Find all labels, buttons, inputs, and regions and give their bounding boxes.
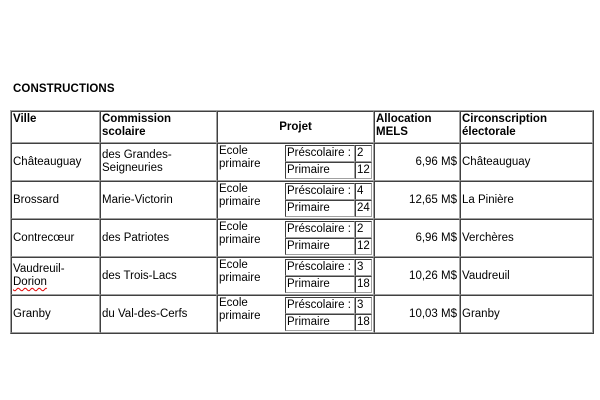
cell-commission: des Patriotes: [100, 219, 217, 257]
project-type: Ecole primaire: [219, 297, 261, 322]
primary-row: [285, 200, 372, 217]
project-breakdown: [285, 297, 372, 331]
primary-row: [285, 238, 372, 255]
preschool-label: Préscolaire :: [285, 221, 355, 238]
cell-ville: Contrecœur: [11, 219, 100, 257]
primary-value: 12: [355, 162, 372, 179]
primary-label: Primaire: [285, 276, 355, 293]
primary-value: 18: [355, 314, 372, 331]
project-breakdown: [285, 183, 372, 217]
constructions-table: [10, 110, 594, 334]
preschool-value: 3: [355, 259, 372, 276]
table-row-5: [11, 295, 593, 333]
cell-allocation: 12,65 M$: [374, 181, 460, 219]
project-breakdown: [285, 221, 372, 255]
preschool-label: Préscolaire :: [285, 259, 355, 276]
header-commission: Commission scolaire: [100, 111, 217, 143]
cell-circonscription: Granby: [460, 295, 593, 333]
primary-value: 24: [355, 200, 372, 217]
cell-allocation: 6,96 M$: [374, 143, 460, 181]
preschool-row: [285, 259, 372, 276]
primary-value: 18: [355, 276, 372, 293]
primary-label: Primaire: [285, 314, 355, 331]
preschool-row: [285, 221, 372, 238]
cell-projet: [217, 143, 374, 181]
preschool-label: Préscolaire :: [285, 183, 355, 200]
cell-commission: des Grandes- Seigneuries: [100, 143, 217, 181]
cell-allocation: 6,96 M$: [374, 219, 460, 257]
project-type: Ecole primaire: [219, 183, 261, 208]
cell-ville: Brossard: [11, 181, 100, 219]
table-header-row: [11, 111, 593, 143]
primary-value: 12: [355, 238, 372, 255]
cell-circonscription: La Pinière: [460, 181, 593, 219]
header-ville: Ville: [11, 111, 100, 143]
header-allocation: Allocation MELS: [374, 111, 460, 143]
project-breakdown: [285, 145, 372, 179]
header-projet: Projet: [217, 111, 374, 143]
cell-circonscription: Verchères: [460, 219, 593, 257]
preschool-value: 4: [355, 183, 372, 200]
cell-projet: [217, 181, 374, 219]
cell-allocation: 10,03 M$: [374, 295, 460, 333]
preschool-value: 3: [355, 297, 372, 314]
primary-row: [285, 276, 372, 293]
primary-label: Primaire: [285, 200, 355, 217]
preschool-label: Préscolaire :: [285, 297, 355, 314]
preschool-row: [285, 183, 372, 200]
preschool-value: 2: [355, 221, 372, 238]
project-type: Ecole primaire: [219, 259, 261, 284]
project-type: Ecole primaire: [219, 221, 261, 246]
preschool-row: [285, 297, 372, 314]
project-breakdown: [285, 259, 372, 293]
table-row-3: [11, 219, 593, 257]
preschool-row: [285, 145, 372, 162]
cell-commission: du Val-des-Cerfs: [100, 295, 217, 333]
cell-projet: [217, 219, 374, 257]
primary-label: Primaire: [285, 162, 355, 179]
cell-ville: Vaudreuil- Dorion: [11, 257, 100, 295]
primary-row: [285, 162, 372, 179]
primary-row: [285, 314, 372, 331]
cell-commission: Marie-Victorin: [100, 181, 217, 219]
cell-allocation: 10,26 M$: [374, 257, 460, 295]
cell-ville: Granby: [11, 295, 100, 333]
cell-circonscription: Vaudreuil: [460, 257, 593, 295]
primary-label: Primaire: [285, 238, 355, 255]
cell-projet: [217, 257, 374, 295]
table-row-1: [11, 143, 593, 181]
project-type: Ecole primaire: [219, 145, 261, 170]
cell-projet: [217, 295, 374, 333]
table-row-4: [11, 257, 593, 295]
preschool-label: Préscolaire :: [285, 145, 355, 162]
document-title: CONSTRUCTIONS: [13, 83, 115, 95]
cell-ville: Châteauguay: [11, 143, 100, 181]
cell-commission: des Trois-Lacs: [100, 257, 217, 295]
cell-circonscription: Châteauguay: [460, 143, 593, 181]
table-row-2: [11, 181, 593, 219]
preschool-value: 2: [355, 145, 372, 162]
header-circonscription: Circonscription électorale: [460, 111, 593, 143]
